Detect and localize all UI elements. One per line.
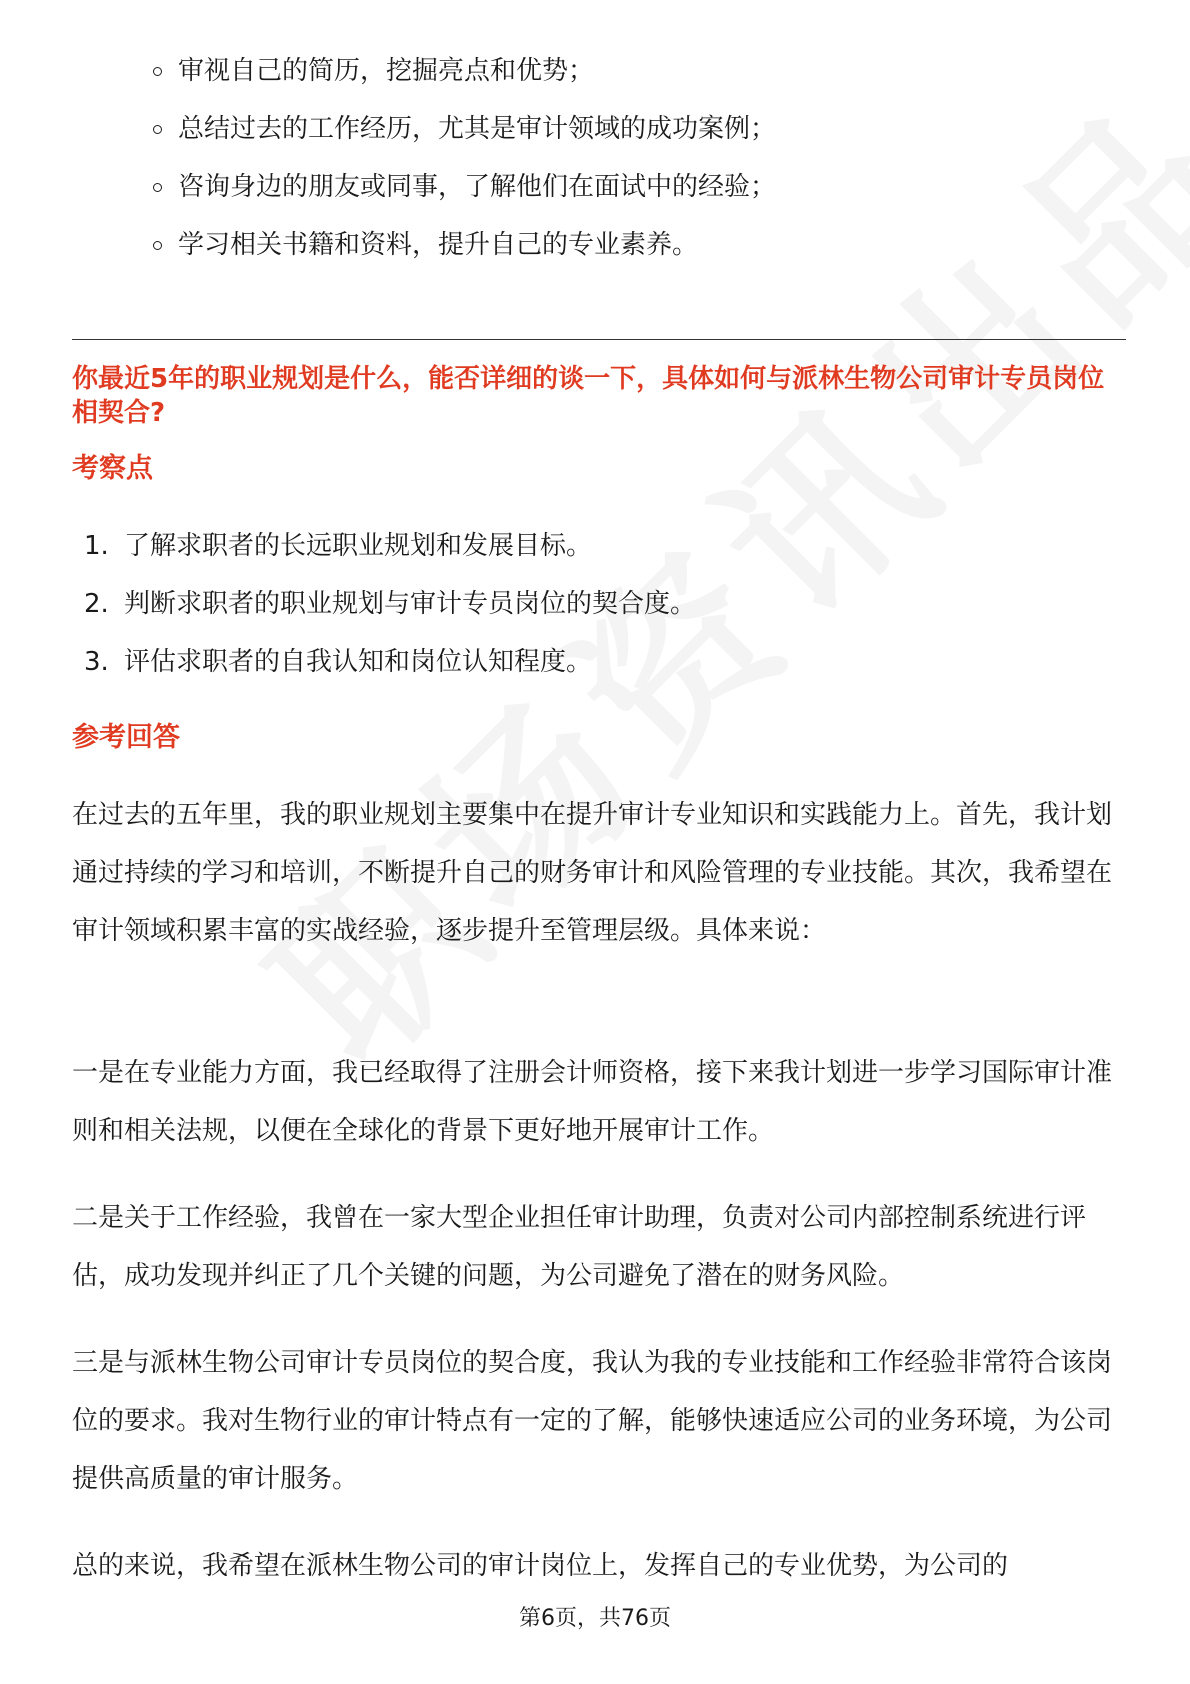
circle-bullet-icon [153,241,162,250]
prep-list [130,55,1090,287]
focus-points [84,530,1084,704]
list-item: 咨询身边的朋友或同事，了解他们在面试中的经验； [130,171,1090,203]
list-item: 1. 了解求职者的长远职业规划和发展目标。 [84,531,593,561]
circle-bullet-icon [153,67,162,76]
section-divider [72,339,1126,340]
answer-paragraph: 二是关于工作经验，我曾在一家大型企业担任审计助理，负责对公司内部控制系统进行评估，成功发现并纠正了几个关键的问题，为公司避免了潜在的财务风险。 [72,1203,1087,1291]
answer-title: 参考回答 [72,722,180,753]
list-item: 学习相关书籍和资料，提升自己的专业素养。 [130,229,1090,261]
list-item: 总结过去的工作经历，尤其是审计领域的成功案例； [130,113,1090,145]
answer-paragraph: 在过去的五年里，我的职业规划主要集中在提升审计专业知识和实践能力上。首先，我计划通过持续的学习和培训，不断提升自己的财务审计和风险管理的专业技能。其次，我希望在审计领域积累丰富的实战经验，逐步提升至管理层级。具体来说： [72,800,1113,946]
interview-question: 你最近5年的职业规划是什么，能否详细的谈一下，具体如何与派林生物公司审计专员岗位相契合? [72,364,1105,428]
page-number: 第6页，共76页 [519,1606,671,1631]
list-item: 2. 判断求职者的职业规划与审计专员岗位的契合度。 [84,589,697,619]
circle-bullet-icon [153,125,162,134]
circle-bullet-icon [153,183,162,192]
answer-paragraph: 总的来说，我希望在派林生物公司的审计岗位上，发挥自己的专业优势，为公司的 [72,1551,1009,1581]
focus-title: 考察点 [72,453,153,484]
answer-paragraph: 三是与派林生物公司审计专员岗位的契合度，我认为我的专业技能和工作经验非常符合该岗位的要求。我对生物行业的审计特点有一定的了解，能够快速适应公司的业务环境，为公司提供高质量的审计服务。 [72,1348,1113,1494]
answer-paragraph: 一是在专业能力方面，我已经取得了注册会计师资格，接下来我计划进一步学习国际审计准则和相关法规，以便在全球化的背景下更好地开展审计工作。 [72,1058,1113,1146]
list-item: 3. 评估求职者的自我认知和岗位认知程度。 [84,647,593,677]
list-item: 审视自己的简历，挖掘亮点和优势； [130,55,1090,87]
